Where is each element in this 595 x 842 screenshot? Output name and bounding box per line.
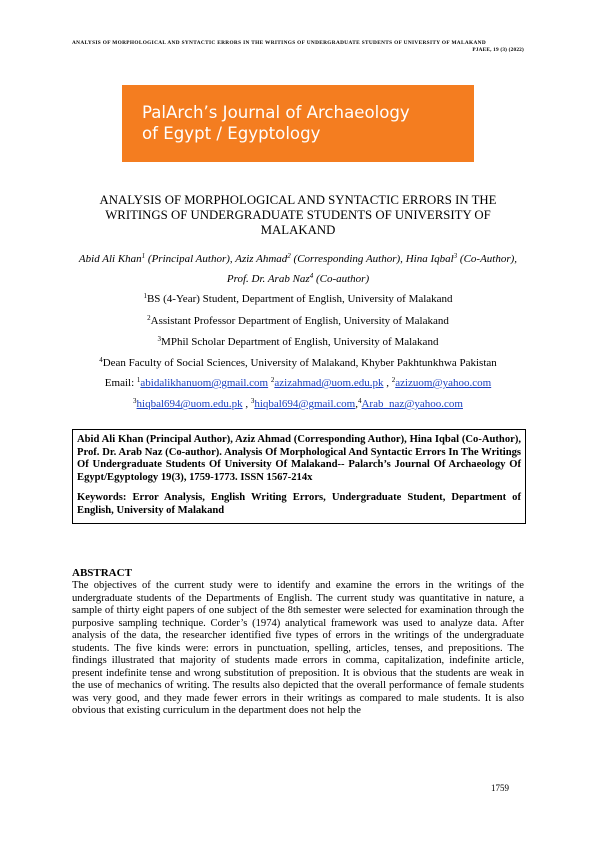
email-superscript: 3 (250, 397, 255, 405)
email-line: Email: $^1$abidalikhanuom@gmail.com $^2$azizahmad@uom.edu.pk , $^2$azizuom@yahoo.com (104, 376, 492, 389)
email-superscript: 2 (270, 376, 275, 384)
author-role: (Co-Author), (457, 253, 518, 265)
email-link[interactable]: abidalikhanuom@gmail.com (140, 377, 269, 389)
email-link[interactable]: Arab_naz@yahoo.com (361, 398, 463, 410)
affiliation-superscript: 1 (143, 292, 147, 300)
affiliation-superscript: 4 (99, 356, 103, 364)
affiliation-superscript: 2 (147, 314, 151, 322)
author-role: (Corresponding Author), (290, 253, 406, 265)
running-header (72, 40, 524, 53)
email-link[interactable]: azizahmad@uom.edu.pk (274, 377, 384, 389)
email-superscript: 4 (357, 397, 362, 405)
author-name: Hina Iqbal (405, 253, 454, 265)
affiliation-text: Dean Faculty of Social Sciences, University of Malakand, Khyber Pakhtunkhwa Pakistan (102, 357, 497, 369)
author-role: (Principal Author), (145, 253, 236, 265)
author-superscript: 1 (141, 252, 146, 260)
journal-banner-line-1: PalArch’s Journal of Archaeology (142, 103, 410, 122)
author-superscript: 4 (309, 271, 314, 280)
paper-title: ANALYSIS OF MORPHOLOGICAL AND SYNTACTIC ERRORS IN THE WRITINGS OF UNDERGRADUATE STUDENTS OF UNIVERSITY OF MALAKAND (99, 193, 497, 237)
journal-banner-line-2: of Egypt / Egyptology (142, 124, 321, 143)
affiliation-text: MPhil Scholar Department of English, University of Malakand (161, 336, 439, 348)
affiliation-text: BS (4-Year) Student, Department of English, University of Malakand (146, 293, 453, 305)
affiliation-text: Assistant Professor Department of English, University of Malakand (150, 315, 449, 327)
email-superscript: 3 (133, 397, 137, 405)
email-line: $^3$hiqbal694@uom.edu.pk , $^3$hiqbal694@gmail.com,$^4$Arab_naz@yahoo.com (133, 397, 463, 410)
running-header-journal: PJAEE, 19 (3) (2022) (472, 47, 524, 53)
author-list (72, 250, 524, 289)
page-number: 1759 (491, 783, 509, 793)
citation-text: Abid Ali Khan (Principal Author), Aziz Ahmad (Corresponding Author), Hina Iqbal (Co-Author), Prof. Dr. Arab Naz (Co-author). Analysis Of Morphological And Syntactic Errors In The Writings Of Undergraduate Students Of University Of Malakand-- Palarch’s Journal Of Archaeology Of Egypt/Egyptology 19(3), 1759-1773. ISSN 1567-214x (77, 434, 521, 483)
email-link[interactable]: azizuom@yahoo.com (395, 377, 492, 389)
email-superscript: 2 (391, 376, 396, 384)
email-link[interactable]: hiqbal694@gmail.com (254, 398, 356, 410)
affiliation (72, 357, 524, 370)
author-superscript: 2 (287, 252, 291, 260)
affiliation (72, 315, 524, 328)
author-role: (Co-author) (313, 272, 370, 285)
journal-banner (122, 85, 474, 162)
author-superscript: 3 (453, 252, 458, 260)
affiliation-superscript: 3 (157, 335, 162, 343)
running-header-title: ANALYSIS OF MORPHOLOGICAL AND SYNTACTIC ERRORS IN THE WRITINGS OF UNDERGRADUATE STUDENTS OF UNIVERSITY OF MALAKAND (72, 40, 487, 46)
affiliation (72, 336, 524, 349)
keywords-text: Keywords: Error Analysis, English Writing Errors, Undergraduate Student, Department of English, University of Malakand (77, 492, 521, 516)
citation-box (72, 429, 526, 524)
email-label: Email: (104, 377, 137, 389)
affiliation (72, 293, 524, 306)
email-link[interactable]: hiqbal694@uom.edu.pk (136, 398, 243, 410)
abstract-body: The objectives of the current study were to identify and examine the errors in the writings of the undergraduate students of the Departments of English. The current study was quantitative in nature, a sample of thirty eight papers of one subject of the 8th semester were selected for examination through the purposive sampling technique. Corder’s (1974) analytical framework was used to analyze data. After analysis of the data, the researcher identified five types of errors in the writings of the undergraduate students. The five kinds were: errors in punctuation, spelling, articles, tenses, and prepositions. The findings illustrated that majority of students made errors in comma, capitalization, indefinite article, present indefinite tense and wrong substitution of preposition. It is obvious that the students are weak in the use of mechanics of writing. The results also depicted that the overall performance of female students was very good, and they made fewer errors in their writings as compared to male students. It is also obvious that existing curriculum in the department does not help the (72, 580, 524, 717)
author-name: Prof. Dr. Arab Naz (226, 272, 310, 285)
email-superscript: 1 (136, 376, 141, 384)
author-name: Aziz Ahmad (235, 253, 288, 265)
abstract-heading: ABSTRACT (72, 567, 132, 579)
author-name: Abid Ali Khan (78, 253, 142, 265)
